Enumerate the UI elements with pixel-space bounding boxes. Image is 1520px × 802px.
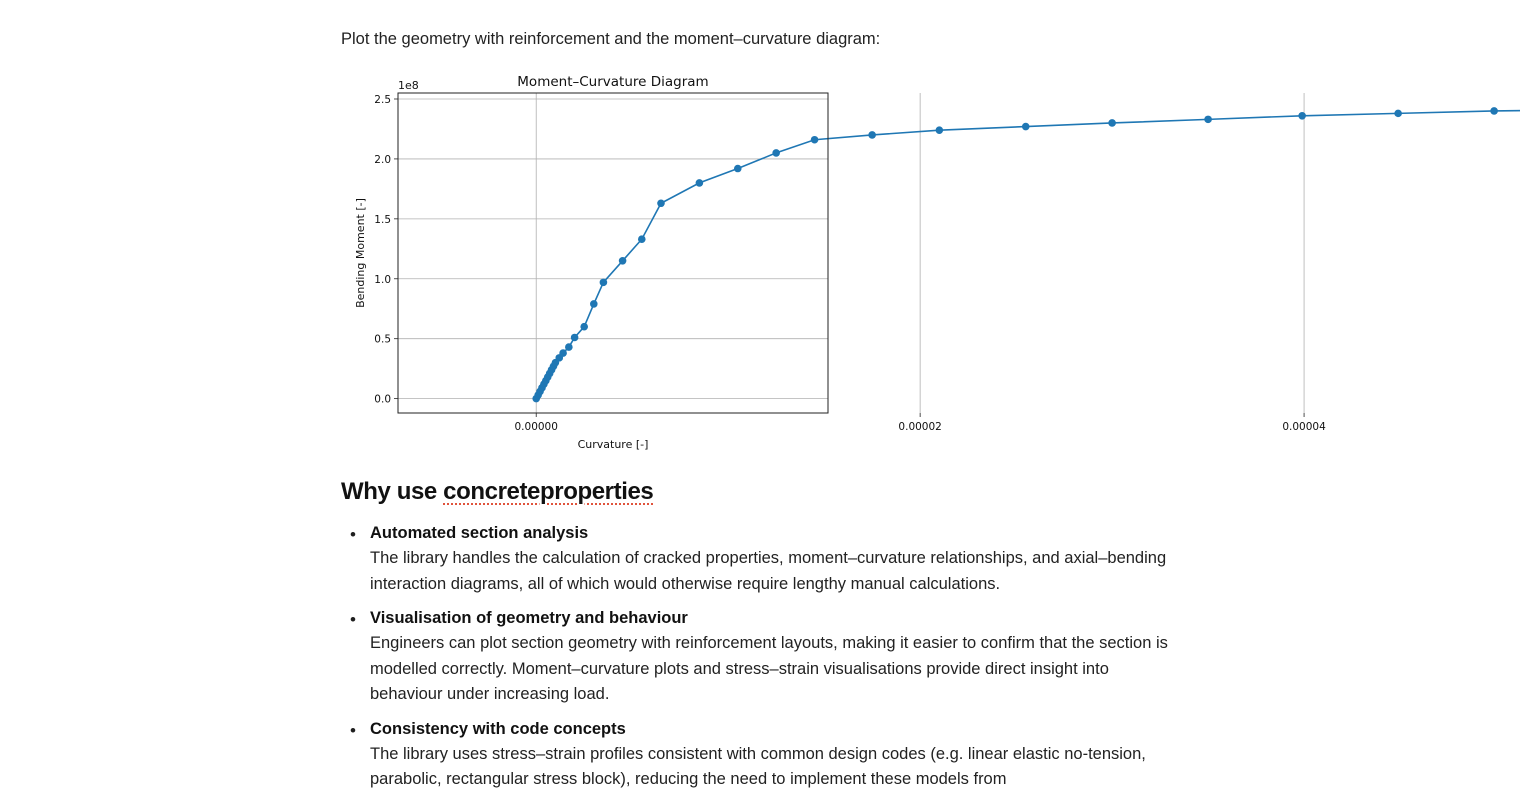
data-point xyxy=(565,343,573,351)
data-point xyxy=(811,136,819,144)
bullet-icon: • xyxy=(350,525,356,544)
data-point xyxy=(559,349,567,357)
section-heading-prefix: Why use xyxy=(341,478,444,505)
data-point xyxy=(590,300,598,308)
data-point xyxy=(1298,112,1306,120)
list-item xyxy=(341,521,1171,597)
chart-title: Moment–Curvature Diagram xyxy=(517,74,709,90)
feature-title: Automated section analysis xyxy=(370,524,589,542)
data-point xyxy=(619,257,627,265)
data-point xyxy=(734,165,742,173)
y-offset-label: 1e8 xyxy=(398,79,419,92)
data-point xyxy=(1394,110,1402,118)
feature-description: The library uses stress–strain profiles consistent with common design codes (e.g. linear elastic no-tension, parabolic, rectangular stress block), reducing the need to implement these models from xyxy=(370,744,1146,788)
x-tick-label: 0.00002 xyxy=(898,421,942,433)
feature-title: Visualisation of geometry and behaviour xyxy=(370,609,688,627)
y-axis-ticks xyxy=(374,94,398,406)
data-point xyxy=(936,126,944,134)
section-heading xyxy=(341,478,653,506)
intro-paragraph: Plot the geometry with reinforcement and the moment–curvature diagram: xyxy=(341,30,881,48)
moment-curvature-figure xyxy=(341,64,1326,464)
y-tick-label: 0.5 xyxy=(374,333,391,346)
list-item xyxy=(341,717,1171,793)
y-tick-label: 1.5 xyxy=(374,213,391,226)
moment-curvature-chart xyxy=(341,64,1326,464)
x-tick-label: 0.00004 xyxy=(1282,421,1326,433)
y-tick-label: 0.0 xyxy=(374,393,391,406)
data-point xyxy=(657,199,665,207)
data-point xyxy=(772,149,780,157)
y-tick-label: 1.0 xyxy=(374,273,391,286)
bullet-icon: • xyxy=(350,720,356,740)
x-axis-ticks xyxy=(515,413,1520,433)
feature-title: Consistency with code concepts xyxy=(370,719,626,738)
data-point xyxy=(868,131,876,139)
data-point xyxy=(571,334,579,342)
data-point xyxy=(1108,119,1116,127)
feature-list xyxy=(341,521,1171,802)
y-tick-label: 2.5 xyxy=(374,93,391,106)
bullet-icon: • xyxy=(350,610,356,629)
y-tick-label: 2.0 xyxy=(374,153,391,166)
section-heading-library-name: concreteproperties xyxy=(443,478,654,505)
data-point xyxy=(638,235,646,243)
x-tick-label: 0.00000 xyxy=(514,421,558,433)
data-point xyxy=(1490,107,1498,115)
data-point xyxy=(1204,116,1212,124)
plot-area xyxy=(398,93,828,413)
feature-description: Engineers can plot section geometry with reinforcement layouts, making it easier to confirm that the section is modelled correctly. Moment–curvature plots and stress–strain visualisations provide direct insight into behaviour under increasing load. xyxy=(370,634,1168,703)
x-axis-label: Curvature [-] xyxy=(577,438,649,451)
data-point xyxy=(580,323,588,331)
data-point xyxy=(600,279,608,287)
data-point xyxy=(1022,123,1030,131)
list-item xyxy=(341,606,1171,708)
feature-description: The library handles the calculation of cracked properties, moment–curvature relationships, and axial–bending interaction diagrams, all of which would otherwise require lengthy manual calculations. xyxy=(370,549,1167,593)
y-axis-label: Bending Moment [-] xyxy=(354,198,367,308)
data-point xyxy=(696,179,704,187)
